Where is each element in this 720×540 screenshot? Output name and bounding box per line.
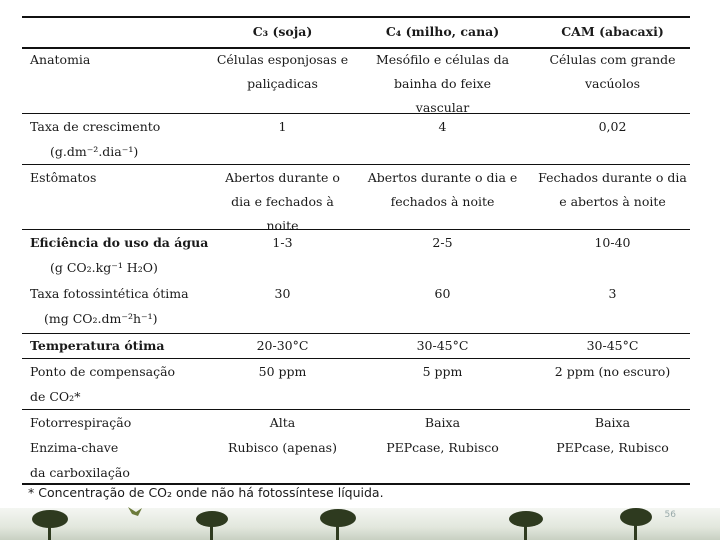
footnote: * Concentração de CO₂ onde não há fotossíntese líquida.: [28, 485, 384, 500]
row-label-taxa-crescimento: Taxa de crescimento: [30, 119, 161, 134]
row-label2-enzima: da carboxilação: [30, 465, 130, 480]
row-unit-eficiencia-agua: (g CO₂.kg⁻¹ H₂O): [50, 260, 158, 275]
row-rule: [22, 358, 690, 359]
c3-temperatura: 20-30°C: [256, 338, 309, 353]
c4-taxa-crescimento: 4: [438, 119, 447, 134]
cam-anatomia: Células com grande vacúolos: [549, 52, 676, 91]
row-rule: [22, 113, 690, 114]
row-label-fotorrespiracao: Fotorrespiração: [30, 415, 132, 430]
c3-fotorrespiracao: Alta: [269, 415, 296, 430]
cam-enzima: PEPcase, Rubisco: [556, 440, 669, 455]
cam-ponto-compensacao: 2 ppm (no escuro): [554, 364, 671, 379]
row-label-estomatos: Estômatos: [30, 170, 97, 185]
row-rule: [22, 409, 690, 410]
row-label-enzima: Enzima-chave: [30, 440, 119, 455]
row-label-eficiencia-agua: Eficiência do uso da água: [30, 235, 209, 250]
row-label-anatomia: Anatomia: [30, 52, 91, 67]
c4-ponto-compensacao: 5 ppm: [422, 364, 463, 379]
c4-fotorrespiracao: Baixa: [424, 415, 461, 430]
row-label-ponto-compensacao: Ponto de compensação: [30, 364, 176, 379]
c4-eficiencia-agua: 2-5: [432, 235, 453, 250]
cam-eficiencia-agua: 10-40: [594, 235, 631, 250]
header-cam: CAM (abacaxi): [561, 24, 664, 39]
tree-icon: [32, 510, 68, 540]
tree-icon: [509, 511, 543, 540]
c3-ponto-compensacao: 50 ppm: [258, 364, 307, 379]
cam-taxa-crescimento: 0,02: [598, 119, 627, 134]
c3-enzima: Rubisco (apenas): [228, 440, 337, 455]
c4-enzima: PEPcase, Rubisco: [386, 440, 499, 455]
c3-estomatos: Abertos durante o dia e fechados à noite: [225, 170, 340, 233]
row-label-temperatura: Temperatura ótima: [30, 338, 165, 353]
header-c3: C₃ (soja): [252, 24, 313, 39]
tree-icon: [196, 511, 228, 540]
c4-estomatos: Abertos durante o dia e fechados à noite: [367, 170, 518, 209]
cam-estomatos: Fechados durante o dia e abertos à noite: [538, 170, 687, 209]
cam-temperatura: 30-45°C: [586, 338, 639, 353]
c4-temperatura: 30-45°C: [416, 338, 469, 353]
cam-taxa-fotossintetica: 3: [608, 286, 617, 301]
table-top-rule: [22, 16, 690, 18]
cam-fotorrespiracao: Baixa: [594, 415, 631, 430]
tree-icon: [320, 509, 356, 540]
row-label-taxa-fotossintetica: Taxa fotossintética ótima: [30, 286, 189, 301]
row-unit-taxa-crescimento: (g.dm⁻².dia⁻¹): [50, 144, 139, 159]
row-label2-ponto-compensacao: de CO₂*: [30, 389, 81, 404]
c4-anatomia: Mesófilo e células da bainha do feixe vascular: [375, 52, 510, 115]
page-number: 56: [664, 510, 676, 520]
row-unit-taxa-fotossintetica: (mg CO₂.dm⁻²h⁻¹): [44, 311, 158, 326]
c3-taxa-crescimento: 1: [278, 119, 287, 134]
c3-taxa-fotossintetica: 30: [274, 286, 291, 301]
row-rule: [22, 164, 690, 165]
c4-taxa-fotossintetica: 60: [434, 286, 451, 301]
trees-decoration: [0, 495, 720, 540]
c3-anatomia: Células esponjosas e paliçadicas: [216, 52, 349, 91]
tree-icon: [620, 508, 652, 540]
c3-eficiencia-agua: 1-3: [272, 235, 293, 250]
bird-icon: [128, 507, 142, 516]
header-c4: C₄ (milho, cana): [385, 24, 500, 39]
